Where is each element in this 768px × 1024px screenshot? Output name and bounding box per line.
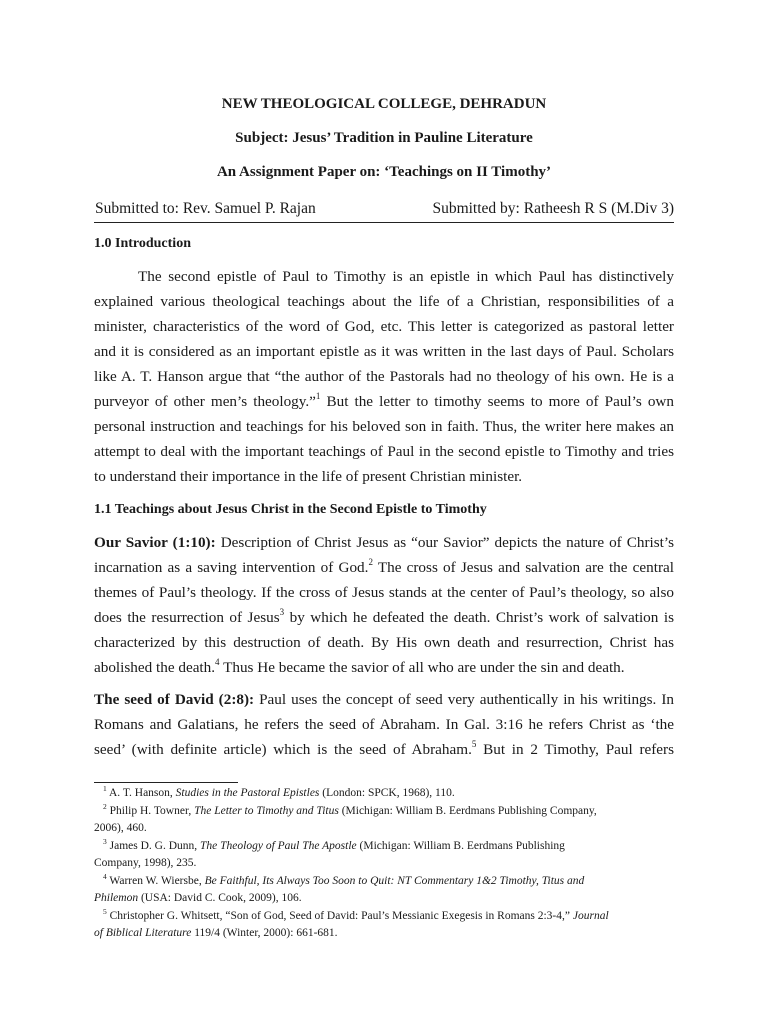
intro-text: But the letter to timothy seems to more of Paul’s own [320,393,674,410]
footnote-continuation [94,925,674,943]
subject-title: Subject: Jesus’ Tradition in Pauline Literature [235,130,533,146]
footnote-text: Philip H. Towner, [106,805,195,817]
footnote-text: (Michigan: William B. Eerdmans Publishing Company, [338,805,597,817]
footnote-number: 5 [103,907,107,917]
footnote [103,785,674,803]
submission-row [94,200,674,223]
intro-line-with-ref [94,390,674,411]
footnote-ref[interactable]: 3 [279,606,285,617]
savior-text: does the resurrection of Jesus [94,609,280,626]
footnote-title: Journal [572,910,609,922]
seed-text: But in 2 Timothy, Paul refers [476,741,675,758]
savior-text: abolished the death. [94,659,216,676]
submitted-to: Submitted to: Rev. Samuel P. Rajan [95,200,316,217]
intro-line: to understand their importance in the life of present Christian minister. [94,468,523,485]
savior-line: themes of Paul’s theology. If the cross of Jesus stands at the center of Paul’s theology, so also [94,584,674,601]
seed-text: Paul uses the concept of seed very authentically in his writings. In [254,691,674,708]
seed-line [94,738,675,759]
footnote-ref[interactable]: 2 [368,556,373,567]
seed-line [94,691,674,709]
savior-text: Thus He became the savior of all who are under the sin and death. [219,659,625,676]
footnote [103,873,674,891]
intro-line: The second epistle of Paul to Timothy is an epistle in which Paul has distinctively [138,268,674,285]
savior-text: incarnation as a saving intervention of God. [94,559,369,576]
savior-line [94,534,674,552]
footnote-number: 1 [103,784,107,794]
footnote-continuation: 2006), 460. [94,822,147,834]
submitted-by: Submitted by: Ratheesh R S (M.Div 3) [432,200,674,217]
intro-line: attempt to deal with the important teachings of Paul in the second epistle to Timothy and tries [94,443,674,460]
savior-text: Description of Christ Jesus as “our Savior” depicts the nature of Christ’s [215,534,675,551]
assignment-title: An Assignment Paper on: ‘Teachings on II Timothy’ [216,164,552,180]
savior-text: The cross of Jesus and salvation are the central [372,559,674,576]
seed-text: seed’ (with definite article) which is the seed of Abraham. [94,741,472,758]
footnote-text: James D. G. Dunn, [106,840,201,852]
intro-text: purveyor of other men’s theology.” [94,393,316,410]
intro-line: minister, characteristics of the word of God, etc. This letter is categorized as pastoral letter [94,318,674,335]
footnote-text: (USA: David C. Cook, 2009), 106. [138,892,302,904]
savior-line: characterized by this destruction of death. By His own death and resurrection, Christ has [94,634,674,651]
footnote-text: Warren W. Wiersbe, [106,875,205,887]
intro-line: personal instruction and teachings for his beloved son in faith. Thus, the writer here makes an [94,418,674,435]
savior-line [94,656,674,677]
footnote-ref[interactable]: 4 [215,656,220,667]
college-title: NEW THEOLOGICAL COLLEGE, DEHRADUN [221,96,547,112]
footnote [103,908,674,926]
teachings-heading: 1.1 Teachings about Jesus Christ in the Second Epistle to Timothy [94,502,487,517]
footnote-number: 4 [103,872,107,882]
seed-label: The seed of David (2:8): [94,691,255,708]
savior-line [94,606,674,627]
footnote-ref[interactable]: 5 [471,738,477,749]
footnote-continuation [94,890,674,908]
footnote-title: of Biblical Literature [94,927,192,939]
savior-text: by which he defeated the death. Christ’s work of salvation is [284,609,674,626]
footnote [103,803,674,821]
savior-label: Our Savior (1:10): [94,534,216,551]
intro-line: explained various theological teachings about the life of a Christian, responsibilities of a [94,293,674,310]
intro-heading: 1.0 Introduction [94,236,191,251]
footnote-text: 119/4 (Winter, 2000): 661-681. [191,927,338,939]
footnote-title: The Letter to Timothy and Titus [194,805,339,817]
savior-line [94,556,674,577]
footnote-text: Christopher G. Whitsett, “Son of God, Seed of David: Paul’s Messianic Exegesis in Romans 2:3-4,” [106,910,573,922]
footnote-text: A. T. Hanson, [106,787,176,799]
footnote-text: (Michigan: William B. Eerdmans Publishing [356,840,565,852]
intro-line: and it is considered as an important epistle as it was written in the last days of Paul. Scholars [94,343,674,360]
intro-line: like A. T. Hanson argue that “the author of the Pastorals had no theology of his own. He is a [94,368,674,385]
footnote-number: 2 [103,802,107,812]
seed-line: Romans and Galatians, he refers the seed of Abraham. In Gal. 3:16 he refers Christ as ‘the [94,716,674,733]
footnote-title: Philemon [94,892,139,904]
footnote-continuation: Company, 1998), 235. [94,857,197,869]
footnote-ref[interactable]: 1 [315,390,321,401]
footnote-title: Be Faithful, Its Always Too Soon to Quit: NT Commentary 1&2 Timothy, Titus and [204,875,585,887]
footnote-title: Studies in the Pastoral Epistles [175,787,320,799]
footnote [103,838,674,856]
footnote-text: (London: SPCK, 1968), 110. [319,787,455,799]
footnote-title: The Theology of Paul The Apostle [200,840,357,852]
footnote-number: 3 [103,837,107,847]
footnote-divider [94,782,238,783]
